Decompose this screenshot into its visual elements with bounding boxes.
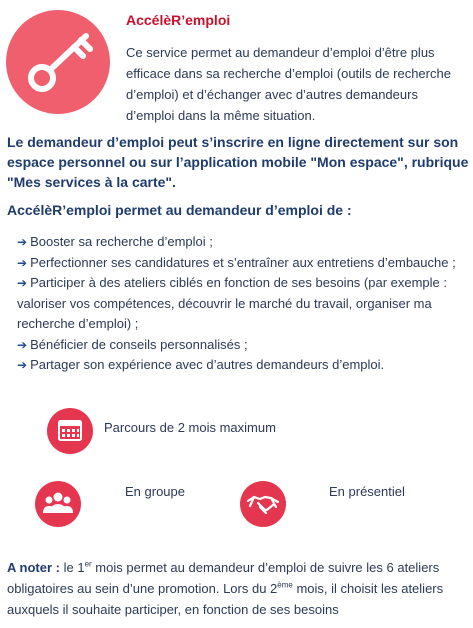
benefits-list: [17, 232, 472, 376]
list-item: ➔ Booster sa recherche d’emploi ;: [17, 232, 472, 253]
list-item: ➔ Bénéficier de conseils personnalisés ;: [17, 335, 472, 356]
note-label: A noter :: [7, 560, 60, 575]
key-icon: [6, 10, 110, 114]
list-item: ➔ Partager son expérience avec d’autres demandeurs d’emploi.: [17, 355, 472, 376]
arrow-right-icon: ➔: [17, 276, 28, 290]
duration-label: Parcours de 2 mois maximum: [104, 420, 276, 435]
group-label: En groupe: [125, 484, 185, 499]
group-icon: [35, 481, 81, 527]
note-text: A noter : le 1er mois permet au demandeur d’emploi de suivre les 6 ateliers obligatoires au sein d’une promotion. Lors du 2ème mois, il choisit les ateliers auxquels il souhaite participer, en fonction de ses besoins: [7, 559, 444, 617]
calendar-icon: [47, 408, 93, 454]
arrow-right-icon: ➔: [17, 235, 28, 249]
list-item: ➔ Perfectionner ses candidatures et s’entraîner aux entretiens d’embauche ;: [17, 253, 472, 274]
arrow-right-icon: ➔: [17, 358, 28, 372]
service-description: Ce service permet au demandeur d’emploi d’être plus efficace dans sa recherche d’emploi (outils de recherche d’emploi) et d’échanger avec d’autres demandeurs d’emploi dans la même situation.: [126, 45, 451, 123]
handshake-icon: [240, 481, 286, 527]
arrow-right-icon: ➔: [17, 337, 28, 352]
benefits-title: AccélèR’emploi permet au demandeur d’emploi de :: [7, 202, 352, 218]
presence-label: En présentiel: [329, 484, 405, 499]
registration-info: Le demandeur d’emploi peut s’inscrire en ligne directement sur son espace personnel ou sur l’application mobile "Mon espace", rubrique "Mes services à la carte".: [7, 134, 469, 190]
arrow-right-icon: ➔: [17, 255, 28, 270]
list-item: ➔ Participer à des ateliers ciblés en fonction de ses besoins (par exemple : valoriser vos compétences, découvrir le marché du travail, organiser ma recherche d’emploi) ;: [17, 275, 448, 331]
service-title: AccélèR’emploi: [126, 12, 231, 28]
